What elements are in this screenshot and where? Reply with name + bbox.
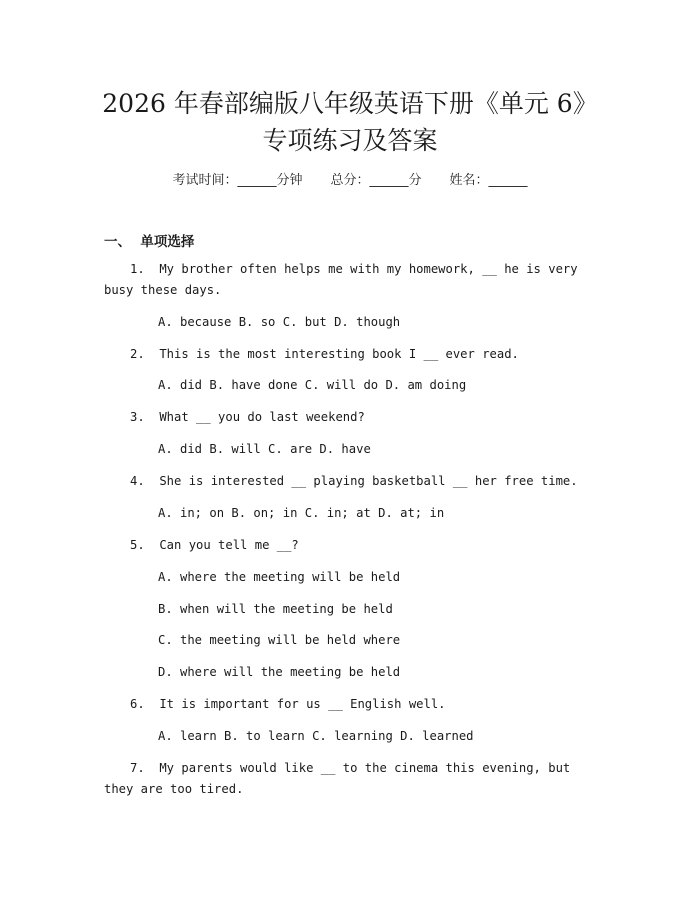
question-1: 1. My brother often helps me with my homework, __ he is very busy these days. (104, 262, 585, 297)
exam-time-label: 考试时间：______分钟 (172, 173, 303, 188)
question-2: 2. This is the most interesting book I __ ever read. (130, 347, 519, 361)
question-6-options: A. learn B. to learn C. learning D. learned (158, 729, 474, 743)
question-3: 3. What __ you do last weekend? (130, 410, 365, 424)
document-title-line1: 2026 年春部编版八年级英语下册《单元 6》 (102, 89, 598, 118)
question-3-options: A. did B. will C. are D. have (158, 442, 371, 456)
question-2-options: A. did B. have done C. will do D. am doing (158, 378, 467, 392)
question-4-options: A. in; on B. on; in C. in; at D. at; in (158, 506, 445, 520)
exam-score-label: 总分：______分 (330, 173, 422, 188)
document-title-line2: 专项练习及答案 (262, 126, 438, 155)
question-5-option-a: A. where the meeting will be held (158, 570, 401, 584)
question-1-options: A. because B. so C. but D. though (158, 315, 401, 329)
question-5-option-d: D. where will the meeting be held (158, 665, 401, 679)
question-5-option-c: C. the meeting will be held where (158, 633, 401, 647)
exam-meta (0, 169, 700, 188)
exam-name-label: 姓名：______ (449, 173, 528, 188)
question-5-option-b: B. when will the meeting be held (158, 602, 393, 616)
question-7: 7. My parents would like __ to the cinema this evening, but they are too tired. (104, 761, 578, 796)
section-heading: 一、 单项选择 (104, 234, 195, 250)
question-6: 6. It is important for us __ English well. (130, 697, 446, 711)
question-5: 5. Can you tell me __? (130, 538, 299, 552)
question-4: 4. She is interested __ playing basketball __ her free time. (130, 474, 578, 488)
